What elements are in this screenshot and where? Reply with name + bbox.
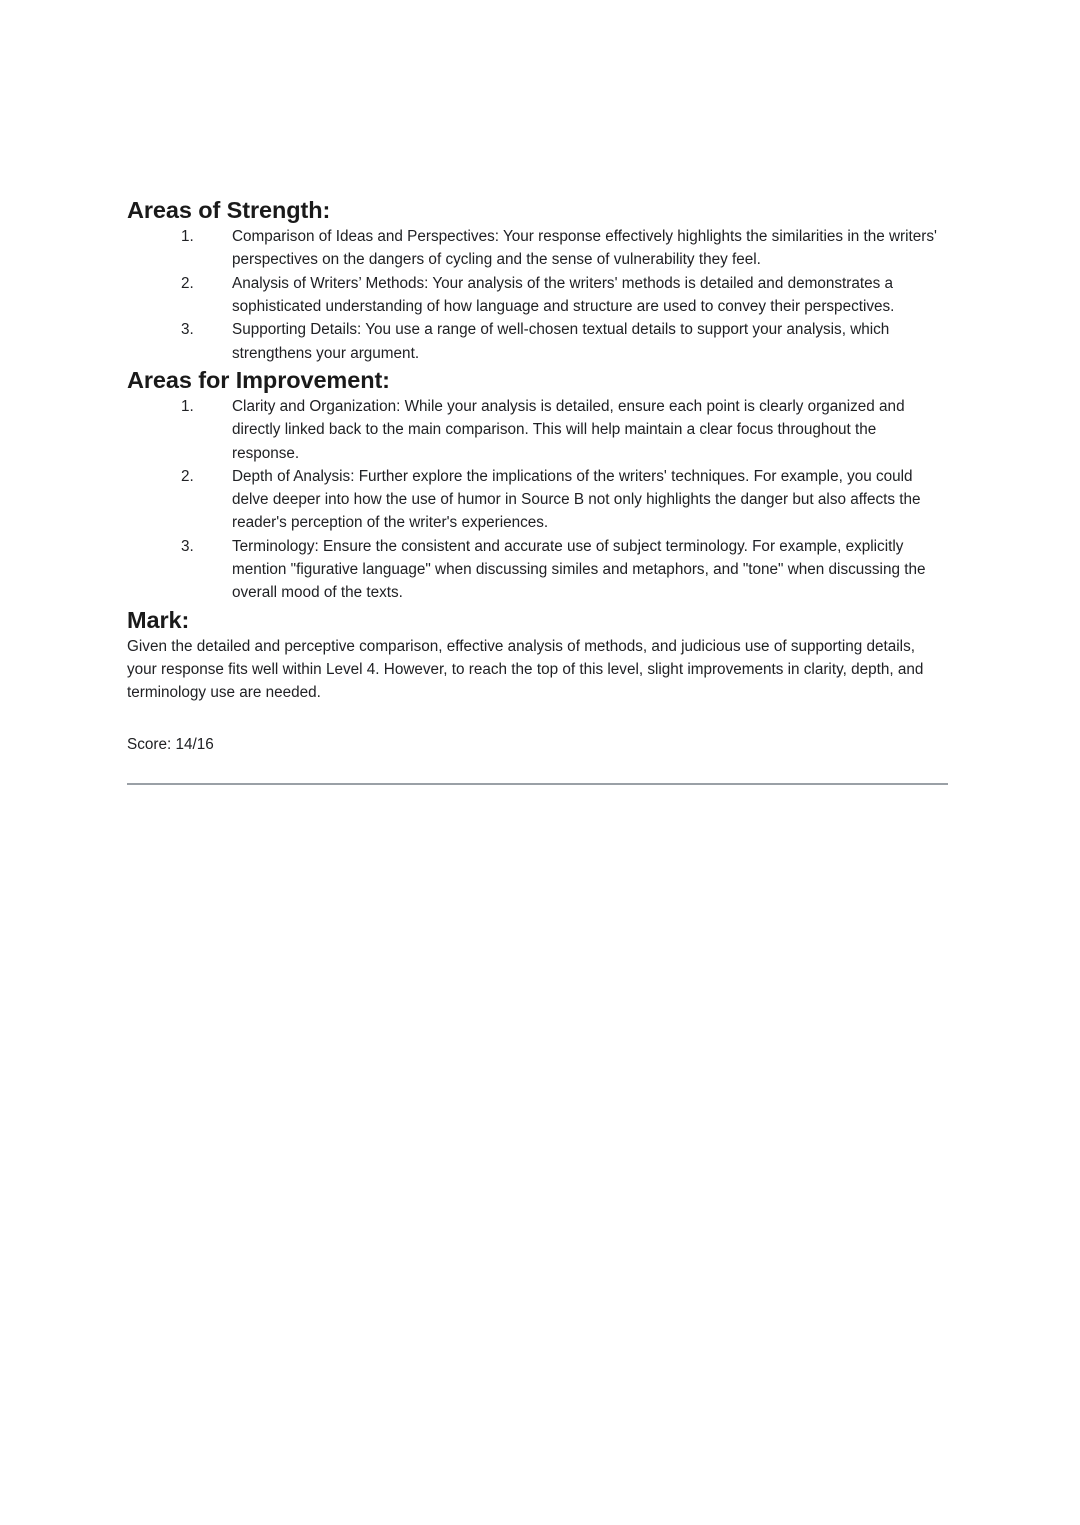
areas-for-improvement-list — [127, 395, 942, 605]
areas-for-improvement-heading: Areas for Improvement: — [127, 366, 390, 393]
areas-of-strength-list — [127, 225, 942, 365]
list-item: 2. Analysis of Writers’ Methods: Your analysis of the writers' methods is detailed and demonstrates a sophisticated understanding of how language and structure are used to convey their perspectives. — [198, 272, 942, 319]
list-item: 3. Supporting Details: You use a range of well-chosen textual details to support your analysis, which strengthens your argument. — [198, 318, 942, 365]
mark-paragraph: Given the detailed and perceptive comparison, effective analysis of methods, and judicious use of supporting details, your response fits well within Level 4. However, to reach the top of this level, slight improvements in clarity, depth, and terminology use are needed. — [127, 637, 924, 702]
document-body — [127, 195, 942, 785]
list-item: 2. Depth of Analysis: Further explore the implications of the writers' techniques. For example, you could delve deeper into how the use of humor in Source B not only highlights the danger but also affects the reader's perception of the writer's experiences. — [198, 465, 942, 535]
list-item: 1. Clarity and Organization: While your analysis is detailed, ensure each point is clearly organized and directly linked back to the main comparison. This will help maintain a clear focus throughout the response. — [198, 395, 942, 465]
list-item: 1. Comparison of Ideas and Perspectives: Your response effectively highlights the similarities in the writers' perspectives on the dangers of cycling and the sense of vulnerability they feel. — [198, 225, 942, 272]
mark-heading: Mark: — [127, 606, 190, 633]
section-divider — [127, 783, 948, 785]
areas-of-strength-heading: Areas of Strength: — [127, 197, 331, 223]
score-text: Score: 14/16 — [127, 735, 214, 753]
list-item: 3. Terminology: Ensure the consistent and accurate use of subject terminology. For example, explicitly mention "figurative language" when discussing similes and metaphors, and "tone" when discussing the overall mood of the texts. — [198, 535, 942, 605]
